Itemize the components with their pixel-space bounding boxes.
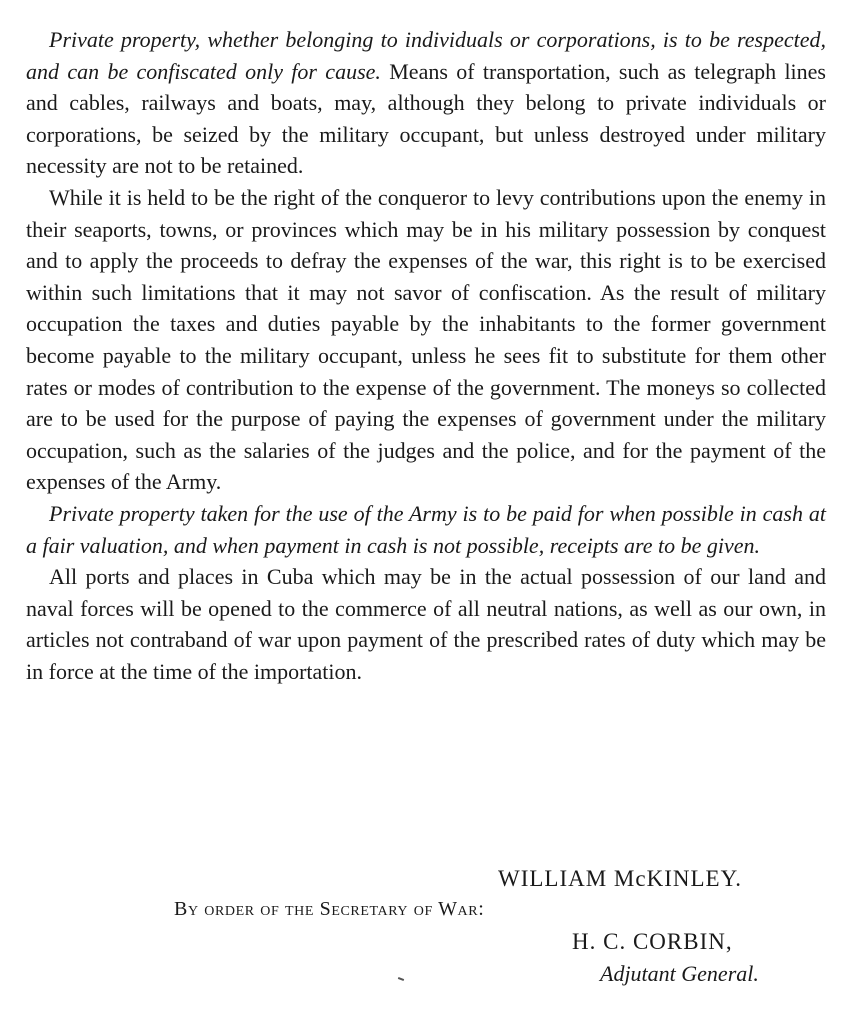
document-body <box>26 24 826 687</box>
paragraph-private-property <box>26 24 826 182</box>
ink-speck <box>398 977 404 981</box>
paragraph-ports <box>26 561 826 687</box>
paragraph-contributions <box>26 182 826 498</box>
italic-lead: Private property taken for the use of the Army is to be paid for when possible in cash at a fair valuation, and when payment in cash is not possible, receipts are to be given. <box>26 500 826 558</box>
signature-president: WILLIAM McKINLEY. <box>498 866 742 891</box>
paragraph-text: Means of transportation, such as telegraph lines and cables, railways and boats, may, although they belong to private individuals or corporations, be seized by the military occupant, but unless destroyed under military necessity are not to be retained. <box>26 58 826 179</box>
paragraph-army-payment <box>26 498 826 561</box>
paragraph-text: While it is held to be the right of the conqueror to levy contributions upon the enemy in their seaports, towns, or provinces which may be in his military possession by conquest and to apply the proceeds to defray the expenses of the war, this right is to be exercised within such limitations that it may not savor of confiscation. As the result of military occupation the taxes and duties payable by the inhabitants to the former government become payable to the military occupant, unless he sees fit to substitute for them other rates or modes of contribution to the expense of the government. The moneys so collected are to be used for the purpose of paying the expenses of government under the military occupation, such as the salaries of the judges and the police, and for the payment of the expenses of the Army. <box>26 184 826 495</box>
signature-official-title: Adjutant General. <box>600 961 759 986</box>
paragraph-text: All ports and places in Cuba which may be in the actual possession of our land and naval forces will be opened to the commerce of all neutral nations, as well as our own, in articles not contraband of war upon payment of the prescribed rates of duty which may be in force at the time of the importation. <box>26 564 826 684</box>
signature-official-name: H. C. CORBIN, <box>572 929 733 954</box>
italic-lead: Private property, whether belonging to individuals or corporations, is to be respected, and can be confiscated only for cause. <box>26 27 826 84</box>
order-line: By order of the Secretary of War: <box>174 898 485 920</box>
